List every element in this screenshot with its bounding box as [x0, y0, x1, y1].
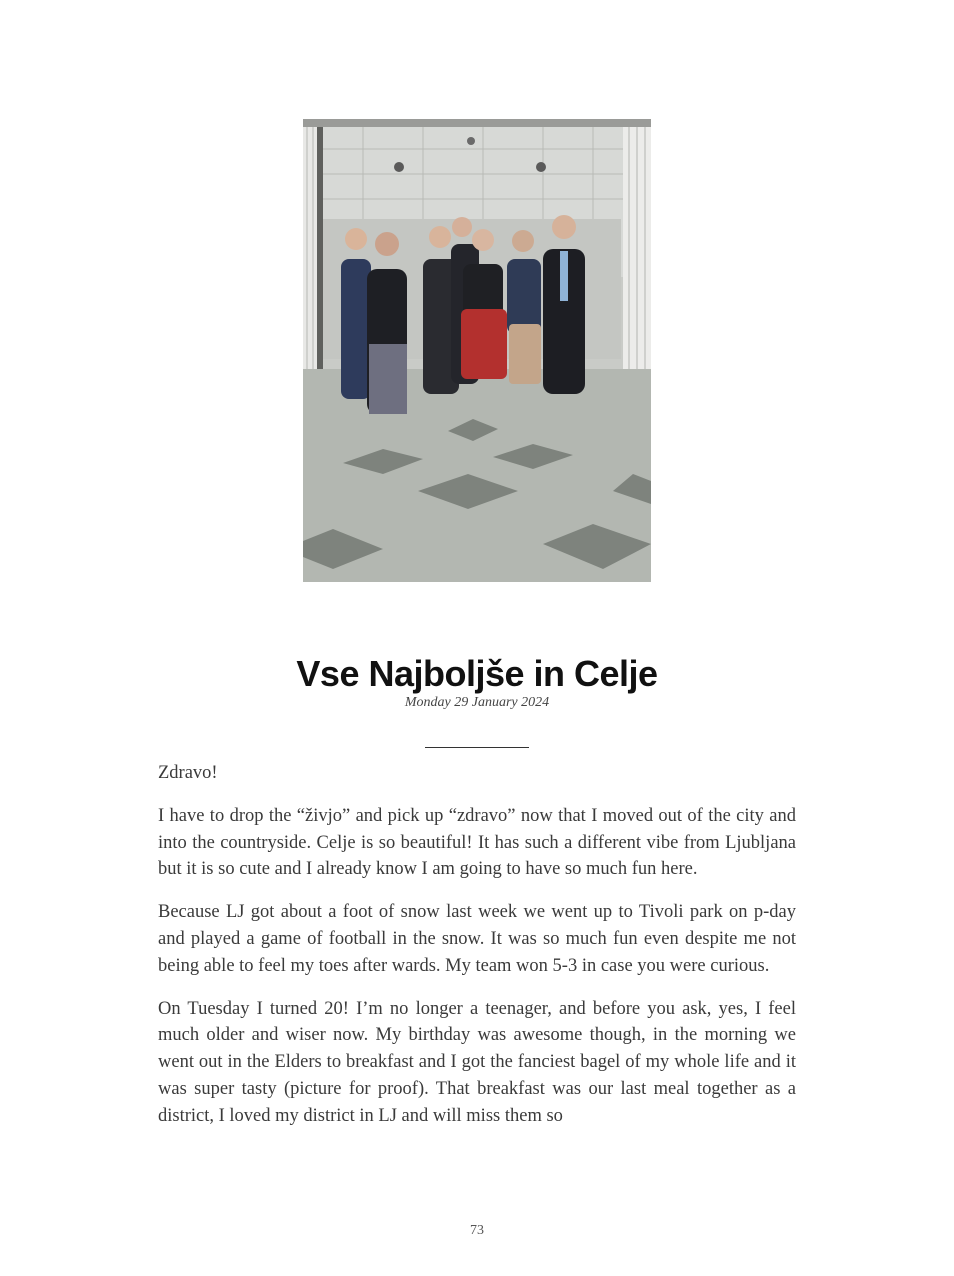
section-divider	[425, 747, 529, 748]
paragraph: I have to drop the “živjo” and pick up “zdravo” now that I moved out of the city and into the countryside. Celje is so beautiful! It has such a different vibe from Ljubljana but it is so cute and I already know I am going to have so much fun here.	[158, 805, 796, 880]
post-title: Vse Najboljše in Celje	[296, 653, 658, 694]
page-number: 73	[470, 1223, 484, 1238]
paragraph: On Tuesday I turned 20! I’m no longer a teenager, and before you ask, yes, I feel much older and wiser now. My birthday was awesome though, in the morning we went out in the Elders to breakfast and I got the fanciest bagel of my whole life and it was super tasty (picture for proof). That breakfast was our last meal together as a district, I loved my district in LJ and will miss them so	[158, 998, 796, 1126]
post-body	[158, 760, 796, 1146]
paragraph: Because LJ got about a foot of snow last week we went up to Tivoli park on p-day and played a game of football in the snow. It was so much fun even despite me not being able to feel my toes after wards. My team won 5-3 in case you were curious.	[158, 902, 796, 976]
group-photo	[303, 119, 651, 582]
paragraph: Zdravo!	[158, 763, 218, 783]
post-date: Monday 29 January 2024	[404, 695, 550, 710]
